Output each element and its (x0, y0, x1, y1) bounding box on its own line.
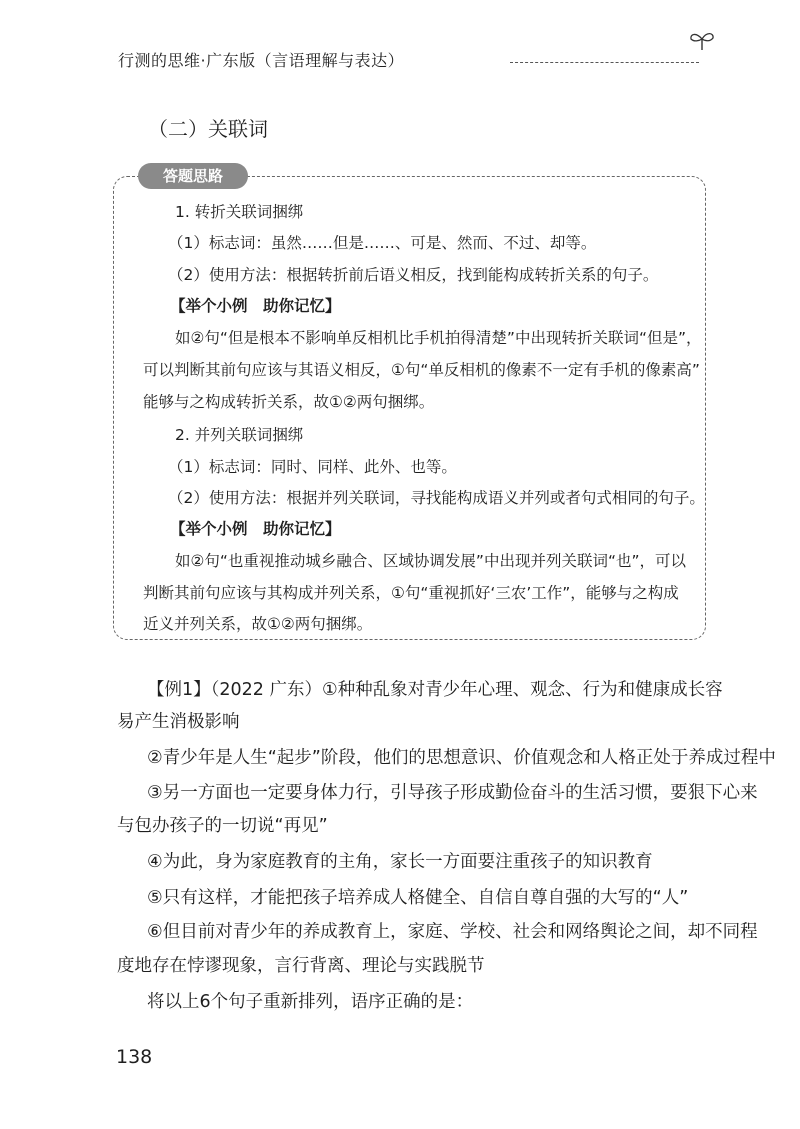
tips-line: 能够与之构成转折关系，故①②两句捆绑。 (143, 393, 435, 411)
question-line: 与包办孩子的一切说“再见” (117, 816, 328, 836)
book-title: 行测的思维·广东版（言语理解与表达） (118, 51, 405, 70)
question-line: 度地存在悖谬现象，言行背离、理论与实践脱节 (117, 956, 485, 976)
tips-line: 可以判断其前句应该与其语义相反，①句“单反相机的像素不一定有手机的像素高” (143, 361, 700, 379)
tips-line: 2. 并列关联词捆绑 (175, 426, 304, 444)
question-line: ③另一方面也一定要身体力行，引导孩子形成勤俭奋斗的生活习惯，要狠下心来 (147, 783, 758, 803)
sprout-icon (688, 30, 716, 52)
answer-tips-badge: 答题思路 (138, 163, 248, 189)
section-title: （二）关联词 (148, 117, 268, 141)
page-number: 138 (116, 1046, 153, 1068)
question-line: ⑤只有这样，才能把孩子培养成人格健全、自信自尊自强的大写的“人” (147, 888, 689, 908)
tips-line: 1. 转折关联词捆绑 (175, 203, 304, 221)
tips-line: （2）使用方法：根据并列关联词，寻找能构成语义并列或者句式相同的句子。 (168, 489, 705, 507)
question-line: 【例1】（2022 广东）①种种乱象对青少年心理、观念、行为和健康成长容 (147, 680, 723, 700)
question-line: ④为此，身为家庭教育的主角，家长一方面要注重孩子的知识教育 (147, 852, 653, 872)
tips-line: 【举个小例 助你记忆】 (170, 297, 341, 315)
tips-line: （1）标志词：虽然……但是……、可是、然而、不过、却等。 (168, 234, 597, 252)
running-header (118, 48, 705, 70)
question-line: 易产生消极影响 (117, 712, 240, 732)
question-line: 将以上6个句子重新排列，语序正确的是： (147, 992, 474, 1012)
tips-line: 如②句“但是根本不影响单反相机比手机拍得清楚”中出现转折关联词“但是”， (175, 329, 702, 347)
tips-line: 判断其前句应该与其构成并列关系，①句“重视抓好‘三农’工作”，能够与之构成 (143, 584, 679, 602)
tips-line: 如②句“也重视推动城乡融合、区域协调发展”中出现并列关联词“也”，可以 (175, 552, 687, 570)
header-divider (510, 62, 699, 63)
question-line: ②青少年是人生“起步”阶段，他们的思想意识、价值观念和人格正处于养成过程中 (147, 748, 776, 768)
tips-line: （2）使用方法：根据转折前后语义相反，找到能构成转折关系的句子。 (168, 266, 659, 284)
tips-line: 【举个小例 助你记忆】 (170, 520, 341, 538)
tips-line: 近义并列关系，故①②两句捆绑。 (143, 615, 373, 633)
tips-line: （1）标志词：同时、同样、此外、也等。 (168, 458, 457, 476)
question-line: ⑥但目前对青少年的养成教育上，家庭、学校、社会和网络舆论之间，却不同程 (147, 922, 758, 942)
